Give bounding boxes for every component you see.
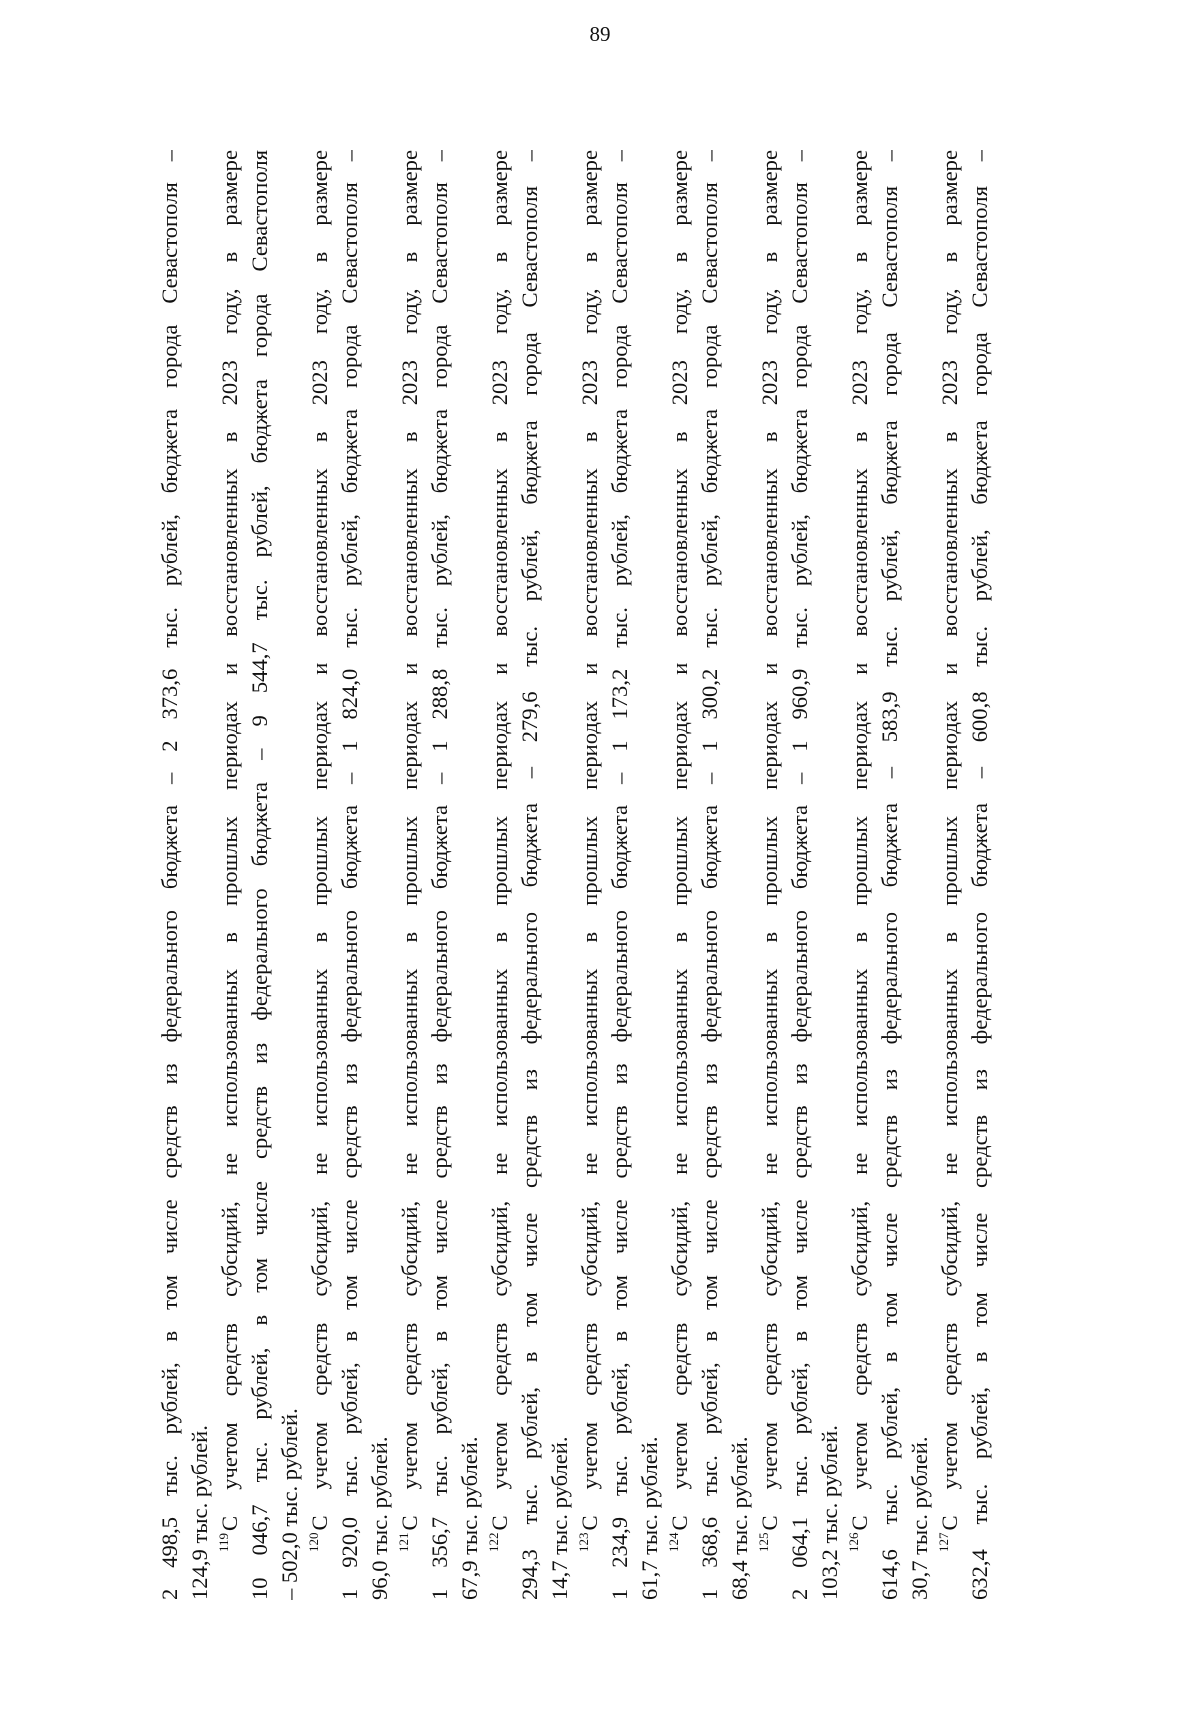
footnote-line: С учетом средств субсидий, не использованных в прошлых периодах и восстановленных в 2023 году, в размере [307, 150, 332, 1531]
footnote-line: 124,9 тыс. рублей. [187, 1425, 212, 1600]
footnote-line: С учетом средств субсидий, не использованных в прошлых периодах и восстановленных в 2023 году, в размере [487, 150, 512, 1531]
footnote-line: 1 368,6 тыс. рублей, в том числе средств из федерального бюджета – 1 300,2 тыс. рублей, бюджета города Севастополя – [697, 150, 722, 1600]
footnote-mark: 119 [216, 1532, 231, 1552]
footnote-mark: 122 [486, 1532, 501, 1552]
footnotes-block [155, 150, 1115, 1600]
footnote-123 [575, 150, 605, 1600]
footnote-line: 1 234,9 тыс. рублей, в том числе средств из федерального бюджета – 1 173,2 тыс. рублей, бюджета города Севастополя – [607, 150, 632, 1600]
footnote-120 [305, 150, 335, 1600]
footnote-line: 96,0 тыс. рублей. [367, 1436, 392, 1600]
footnote-line: 632,4 тыс. рублей, в том числе средств из федерального бюджета – 600,8 тыс. рублей, бюджета города Севастополя – [967, 150, 992, 1600]
footnote-line: С учетом средств субсидий, не использованных в прошлых периодах и восстановленных в 2023 году, в размере [937, 150, 962, 1531]
footnote-line: 10 046,7 тыс. рублей, в том числе средств из федерального бюджета – 9 544,7 тыс. рублей, бюджета города Севастополя [247, 150, 272, 1600]
footnote-124 [665, 150, 695, 1600]
footnote-mark: 126 [846, 1532, 861, 1552]
footnote-line: 2 498,5 тыс. рублей, в том числе средств из федерального бюджета – 2 373,6 тыс. рублей, бюджета города Севастополя – [157, 150, 182, 1600]
footnote-line: 2 064,1 тыс. рублей, в том числе средств из федерального бюджета – 1 960,9 тыс. рублей, бюджета города Севастополя – [787, 150, 812, 1600]
footnote-121 [395, 150, 425, 1600]
footnote-line: – 502,0 тыс. рублей. [277, 1408, 302, 1600]
footnote-line: С учетом средств субсидий, не использованных в прошлых периодах и восстановленных в 2023 году, в размере [757, 150, 782, 1531]
footnote-line: С учетом средств субсидий, не использованных в прошлых периодах и восстановленных в 2023 году, в размере [847, 150, 872, 1531]
footnote-line: 68,4 тыс. рублей. [727, 1436, 752, 1600]
footnote-line: 61,7 тыс. рублей. [637, 1436, 662, 1600]
footnote-line: 1 356,7 тыс. рублей, в том числе средств из федерального бюджета – 1 288,8 тыс. рублей, бюджета города Севастополя – [427, 150, 452, 1600]
footnote-line: 67,9 тыс. рублей. [457, 1436, 482, 1600]
footnote-mark: 124 [666, 1532, 681, 1552]
footnote-line: 294,3 тыс. рублей, в том числе средств из федерального бюджета – 279,6 тыс. рублей, бюджета города Севастополя – [517, 150, 542, 1600]
footnote-126 [845, 150, 875, 1600]
footnote-mark: 123 [576, 1532, 591, 1552]
footnote-line: 14,7 тыс. рублей. [547, 1436, 572, 1600]
footnote-119 [215, 150, 245, 1600]
footnote-line: 103,2 тыс. рублей. [817, 1425, 842, 1600]
footnote-mark: 120 [306, 1532, 321, 1552]
footnote-122 [485, 150, 515, 1600]
footnote-line: 30,7 тыс. рублей. [907, 1436, 932, 1600]
footnote-mark: 127 [936, 1532, 951, 1552]
footnote-127 [935, 150, 965, 1600]
footnote-line: С учетом средств субсидий, не использованных в прошлых периодах и восстановленных в 2023 году, в размере [667, 150, 692, 1531]
footnote-125 [755, 150, 785, 1600]
footnote-line: С учетом средств субсидий, не использованных в прошлых периодах и восстановленных в 2023 году, в размере [217, 150, 242, 1531]
page-number: 89 [589, 22, 611, 46]
footnote-line: 1 920,0 тыс. рублей, в том числе средств из федерального бюджета – 1 824,0 тыс. рублей, бюджета города Севастополя – [337, 150, 362, 1600]
footnote-mark: 121 [396, 1532, 411, 1552]
footnote-line: С учетом средств субсидий, не использованных в прошлых периодах и восстановленных в 2023 году, в размере [397, 150, 422, 1531]
footnote-line: С учетом средств субсидий, не использованных в прошлых периодах и восстановленных в 2023 году, в размере [577, 150, 602, 1531]
footnote-mark: 125 [756, 1532, 771, 1552]
footnote-line: 614,6 тыс. рублей, в том числе средств из федерального бюджета – 583,9 тыс. рублей, бюджета города Севастополя – [877, 150, 902, 1600]
